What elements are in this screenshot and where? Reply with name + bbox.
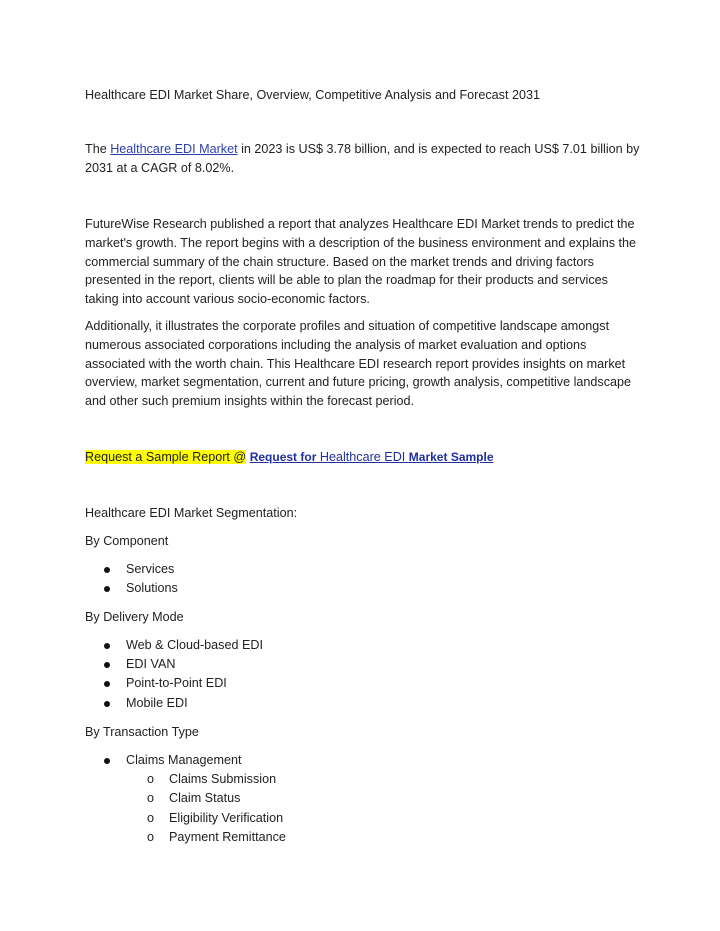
delivery-mode-list <box>104 636 263 713</box>
sub-list-item: o Claims Submission <box>147 770 286 789</box>
list-item: Point-to-Point EDI <box>104 674 263 693</box>
list-item: Claims Management o Claims Submission o Claim Status o Eligibility Verification o Payment Remittance <box>104 751 286 847</box>
list-item: Services <box>104 560 178 579</box>
request-sample-link[interactable] <box>250 450 494 464</box>
bullet-icon <box>104 662 110 668</box>
transaction-type-list <box>104 751 286 847</box>
intro-before: The <box>85 142 111 156</box>
by-delivery-mode-heading: By Delivery Mode <box>85 610 184 624</box>
bullet-icon <box>104 681 110 687</box>
sub-bullet-icon: o <box>147 829 155 844</box>
paragraph-2: Additionally, it illustrates the corporate profiles and situation of competitive landscape amongst numerous associated corporations including the analysis of market evaluation and options associated with the worth chain. This Healthcare EDI research report provides insights on market overview, market segmentation, current and future pricing, growth analysis, competitive landscape and other such premium insights within the forecast period. <box>85 319 632 409</box>
list-item: Mobile EDI <box>104 694 263 713</box>
by-component-heading: By Component <box>85 534 169 548</box>
sub-bullet-icon: o <box>147 810 155 825</box>
request-link-part2: Healthcare EDI <box>316 450 409 464</box>
paragraph-1: FutureWise Research published a report that analyzes Healthcare EDI Market trends to predict the market's growth. The report begins with a description of the business environment and explains the commercial summary of the chain structure. Based on the market trends and driving factors presented in the report, clients will be able to plan the roadmap for their products and services taking into account various socio-economic factors. <box>85 217 637 307</box>
list-item: EDI VAN <box>104 655 263 674</box>
request-sample-label: Request a Sample Report @ <box>85 450 247 464</box>
list-item: Web & Cloud-based EDI <box>104 636 263 655</box>
sub-list-item: o Payment Remittance <box>147 828 286 847</box>
sub-list-item: o Claim Status <box>147 789 286 808</box>
intro-paragraph <box>85 140 645 178</box>
bullet-icon <box>104 643 110 649</box>
by-transaction-type-heading: By Transaction Type <box>85 725 199 739</box>
bullet-icon <box>104 758 110 764</box>
bullet-icon <box>104 701 110 707</box>
sub-bullet-icon: o <box>147 772 155 787</box>
request-link-part1: Request for <box>249 450 317 464</box>
intro-after: in 2023 is US$ 3.78 billion, and is expected to reach US$ 7.01 billion by 2031 at a CAGR of 8.02%. <box>85 142 640 175</box>
sub-list-item: o Eligibility Verification <box>147 809 286 828</box>
document-title: Healthcare EDI Market Share, Overview, Competitive Analysis and Forecast 2031 <box>85 88 540 102</box>
sub-bullet-icon: o <box>147 791 155 806</box>
list-item: Solutions <box>104 579 178 598</box>
request-link-part3: Market Sample <box>408 450 494 464</box>
segmentation-heading: Healthcare EDI Market Segmentation: <box>85 506 298 520</box>
request-sample-line <box>85 448 645 467</box>
bullet-icon <box>104 586 110 592</box>
component-list <box>104 560 178 598</box>
claims-sub-list <box>147 770 286 847</box>
bullet-icon <box>104 567 110 573</box>
healthcare-edi-market-link[interactable]: Healthcare EDI Market <box>110 142 238 156</box>
